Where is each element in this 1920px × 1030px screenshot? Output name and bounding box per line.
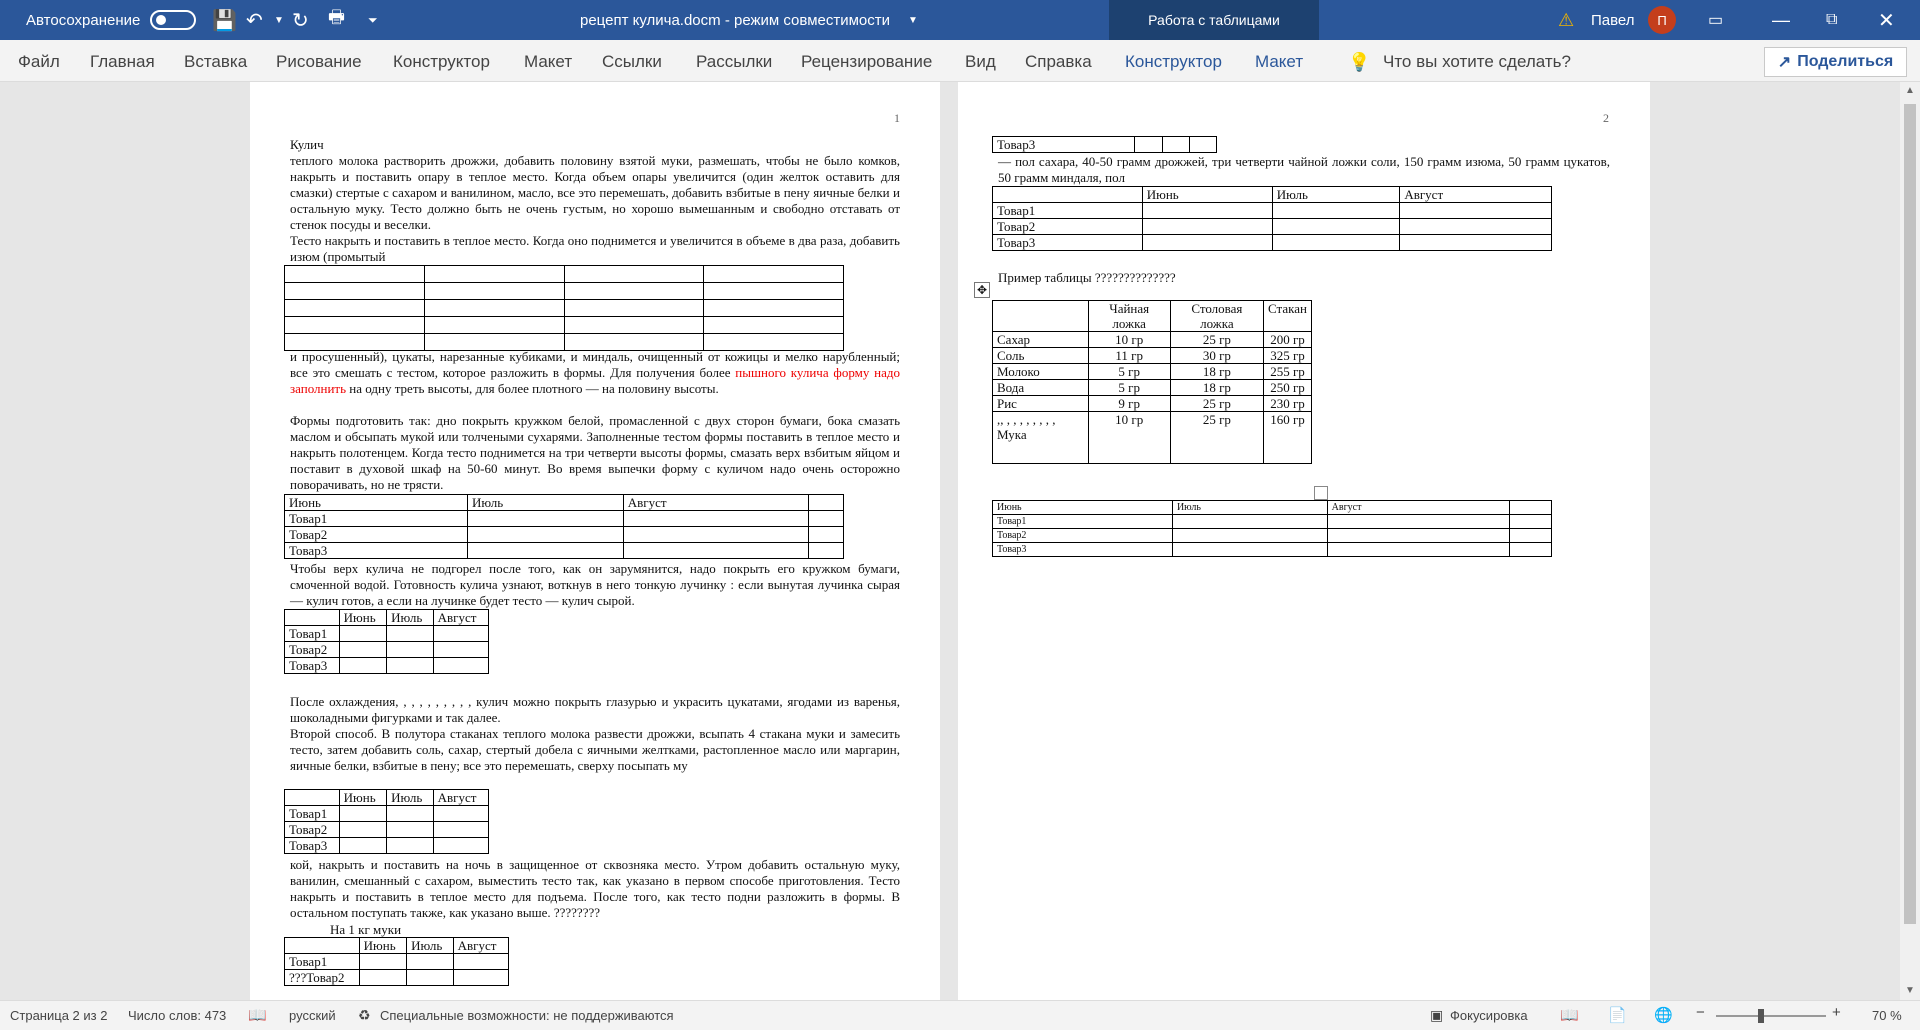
table-cell[interactable] (1172, 529, 1327, 543)
table-row (993, 396, 1312, 412)
document-page-2[interactable] (958, 82, 1650, 1000)
minimize-icon[interactable]: — (1772, 9, 1790, 30)
table-cell[interactable]: 9 гр (1088, 396, 1170, 412)
empty-table[interactable] (284, 265, 844, 351)
tab-table-layout[interactable]: Макет (1255, 52, 1304, 71)
table-cell[interactable] (1509, 501, 1551, 515)
table-cell[interactable]: Соль (993, 348, 1089, 364)
tab-insert[interactable]: Вставка (184, 52, 248, 71)
table-row (285, 806, 489, 822)
scroll-down-icon[interactable]: ▼ (1905, 985, 1915, 996)
scroll-up-icon[interactable]: ▲ (1905, 85, 1915, 96)
table-cell[interactable] (1327, 529, 1509, 543)
table-cell[interactable] (1272, 219, 1400, 235)
table-cell[interactable]: Июль (387, 610, 434, 626)
table-cell[interactable] (387, 658, 434, 674)
document-page-1[interactable] (250, 82, 940, 1000)
table-cell[interactable]: Товар1 (285, 954, 360, 970)
table-row (285, 626, 489, 642)
table-cell[interactable]: Август (1400, 187, 1552, 203)
table-cell[interactable] (285, 938, 360, 954)
table-cell[interactable] (809, 495, 844, 511)
language[interactable]: русский (289, 1008, 336, 1023)
table-cell[interactable] (339, 838, 386, 854)
table-cell[interactable] (339, 658, 386, 674)
table-cell[interactable]: Товар3 (993, 137, 1135, 153)
table-cell[interactable] (1142, 235, 1272, 251)
table-cell[interactable] (407, 954, 454, 970)
avatar[interactable] (1648, 0, 1676, 40)
zoom-slider-thumb[interactable] (1758, 1009, 1764, 1023)
table-cell[interactable] (1162, 137, 1189, 153)
table-row (993, 332, 1312, 348)
warning-icon[interactable]: ⚠ (1558, 9, 1575, 30)
table-cell[interactable]: 250 гр (1264, 380, 1312, 396)
table-row (993, 301, 1312, 332)
title-bar (0, 0, 1920, 40)
table-cell[interactable] (339, 822, 386, 838)
table-row (285, 658, 489, 674)
table-cell[interactable]: Товар3 (993, 235, 1143, 251)
table-cell[interactable] (809, 511, 844, 527)
table-move-handle-icon[interactable]: ✥ (974, 282, 990, 298)
page-number: 2 (1603, 111, 1609, 125)
table-cell[interactable] (1142, 203, 1272, 219)
undo-dropdown-icon[interactable]: ▼ (274, 14, 284, 26)
tab-home[interactable]: Главная (90, 52, 155, 71)
table-cell[interactable] (453, 970, 508, 986)
status-bar (0, 1000, 1920, 1030)
table-row (993, 235, 1552, 251)
paragraph: теплого молока растворить дрожжи, добавить половину взятой муки, размешать, чтобы не было комков, накрыть и поставить опару в теплое место. Когда объем опары увеличится (один желток оставить для смазки) стертые с сахаром и ванилином, масло, все это перемешать, добавить взбитые в пену яичные белки и остальную муку. Тесто должно быть не очень густым, но хорошо вымешанным и свободно отставать от стенок посуды и веселки. (290, 153, 900, 232)
tab-draw[interactable]: Рисование (276, 52, 362, 71)
table-cell[interactable]: Товар1 (285, 806, 340, 822)
table-cell[interactable] (359, 970, 406, 986)
tab-layout[interactable]: Макет (524, 52, 573, 71)
table-cell[interactable] (433, 626, 488, 642)
autosave-toggle[interactable] (150, 0, 196, 40)
scroll-thumb[interactable] (1904, 104, 1916, 924)
table-row (285, 970, 509, 986)
paragraph: Чтобы верх кулича не подгорел после того, как он зарумянится, надо покрыть его кружком бумаги, смоченной водой. Готовность кулича узнают, воткнув в него тонкую лучинку : если вынутая лучинка сырая — кулич готов, а если на лучинке будет тесто — кулич сырой. (290, 561, 900, 608)
table-cell[interactable] (1142, 219, 1272, 235)
table-cell[interactable] (1172, 515, 1327, 529)
text-run: и просушенный), цукаты, нарезанные кубиками, и миндаль, очищенный от кожицы и мелко нарубленный; все это смешать с тестом, которое разложить в формы. Для получения более (290, 349, 900, 380)
heading: Кулич (290, 137, 324, 152)
table-cell[interactable]: Июль (1272, 187, 1400, 203)
share-button[interactable] (1764, 47, 1907, 77)
table-row (285, 495, 844, 511)
ribbon-tabs (0, 40, 1920, 82)
table-cell[interactable] (407, 970, 454, 986)
table-cell[interactable]: Рис (993, 396, 1089, 412)
table-row (285, 317, 844, 334)
table-cell[interactable]: Июль (407, 938, 454, 954)
paragraph: После охлаждения, , , , , , , , , , кулич можно покрыть глазурью и украсить цукатами, ягодами из варенья, шоколадными фигурками и так далее. (290, 694, 900, 725)
table-cell[interactable] (1272, 235, 1400, 251)
autosave-label: Автосохранение (26, 11, 141, 29)
tab-help[interactable]: Справка (1025, 52, 1092, 71)
table-row (993, 380, 1312, 396)
table-row (993, 529, 1552, 543)
paragraph: Второй способ. В полутора стаканах теплого молока развести дрожжи, всыпать 4 стакана муки и замесить тесто, затем добавить соль, сахар, стертый добела с яичными желтками, растопленное масло или маргарин, яичные белки, взбитые в пену; все это перемешать, сверху посыпать му (290, 726, 900, 773)
paragraph (290, 349, 900, 397)
table-cell[interactable]: Товар2 (285, 642, 340, 658)
table-cell[interactable] (623, 511, 808, 527)
table-cell[interactable] (993, 301, 1089, 332)
close-icon[interactable]: ✕ (1878, 9, 1895, 32)
table-cell[interactable] (1400, 203, 1552, 219)
tab-review[interactable]: Рецензирование (801, 52, 933, 71)
title-dropdown-icon[interactable]: ▼ (908, 14, 918, 26)
table-cell[interactable] (285, 790, 340, 806)
table-cell[interactable]: 10 гр (1088, 332, 1170, 348)
table-row (285, 610, 489, 626)
document-title[interactable]: рецепт кулича.docm - режим совместимости (580, 11, 891, 29)
table-cell[interactable]: Товар1 (285, 626, 340, 642)
table-cell[interactable] (1135, 137, 1162, 153)
table-cell[interactable] (1272, 203, 1400, 219)
accessibility-status[interactable]: Специальные возможности: не поддерживаются (380, 1008, 674, 1023)
table-cell[interactable]: Июль (387, 790, 434, 806)
paragraph: Тесто накрыть и поставить в теплое место. Когда оно поднимется и увеличится в объеме в два раза, добавить изюм (промытый (290, 233, 900, 264)
table-row (285, 954, 509, 970)
paragraph: — пол сахара, 40-50 грамм дрожжей, три четверти чайной ложки соли, 150 грамм изюма, 50 грамм цукатов, 50 грамм миндаля, пол (998, 154, 1610, 185)
table-cell[interactable] (1327, 515, 1509, 529)
table-row (285, 283, 844, 300)
tab-table-design[interactable]: Конструктор (1125, 52, 1222, 71)
table-cell[interactable]: Июнь (339, 610, 386, 626)
zoom-out-icon[interactable]: − (1696, 1004, 1705, 1021)
table-cell[interactable]: Товар2 (285, 527, 468, 543)
table-cell[interactable]: 5 гр (1088, 364, 1170, 380)
table-cell[interactable]: Товар3 (285, 658, 340, 674)
table-cell[interactable]: 25 гр (1170, 332, 1263, 348)
table-cell[interactable] (809, 543, 844, 559)
table-cell[interactable] (359, 954, 406, 970)
table-cell[interactable]: 200 гр (1264, 332, 1312, 348)
table-cell[interactable]: 5 гр (1088, 380, 1170, 396)
table-cell[interactable] (1509, 529, 1551, 543)
table-row (993, 203, 1552, 219)
table-cell[interactable]: Товар2 (993, 219, 1143, 235)
table-row (285, 266, 844, 283)
table-cell[interactable] (1509, 515, 1551, 529)
table-cell[interactable] (433, 838, 488, 854)
table-row (285, 838, 489, 854)
word-count[interactable]: Число слов: 473 (128, 1008, 227, 1023)
undo-icon[interactable]: ↶ (246, 9, 263, 32)
table-row (285, 543, 844, 559)
share-label: Поделиться (1797, 53, 1894, 70)
table-cell[interactable]: Июнь (359, 938, 406, 954)
table-row (993, 187, 1552, 203)
table-cell[interactable] (433, 658, 488, 674)
table-cell[interactable] (1509, 543, 1551, 557)
table-cell[interactable]: 11 гр (1088, 348, 1170, 364)
table-cell[interactable] (339, 806, 386, 822)
tell-me-search[interactable]: Что вы хотите сделать? (1383, 52, 1571, 71)
table-cell[interactable] (339, 626, 386, 642)
table-cell[interactable] (433, 642, 488, 658)
months-table-3[interactable] (284, 789, 489, 854)
table-cell[interactable] (623, 543, 808, 559)
table-cell[interactable]: Июль (1172, 501, 1327, 515)
table-row (993, 412, 1312, 464)
table-row (993, 543, 1552, 557)
table-row (285, 527, 844, 543)
red-text-run: пышного кулича форму надо заполнить (290, 365, 900, 396)
table-cell[interactable]: 325 гр (1264, 348, 1312, 364)
table-cell[interactable]: Товар3 (285, 838, 340, 854)
table-cell[interactable] (387, 838, 434, 854)
table-cell[interactable]: 18 гр (1170, 364, 1263, 380)
table-cell[interactable]: 18 гр (1170, 380, 1263, 396)
focus-mode[interactable]: Фокусировка (1450, 1008, 1528, 1023)
table-cell[interactable]: Август (453, 938, 508, 954)
table-cell[interactable] (285, 610, 340, 626)
months-table-2[interactable] (284, 609, 489, 674)
zoom-in-icon[interactable]: + (1832, 1004, 1841, 1021)
months-table-4[interactable] (284, 937, 509, 986)
table-cell[interactable] (467, 543, 623, 559)
table-cell[interactable]: Товар1 (993, 515, 1173, 529)
accessibility-icon[interactable]: ♻ (358, 1007, 371, 1023)
table-cell[interactable] (1400, 235, 1552, 251)
table-cell[interactable] (433, 822, 488, 838)
table-cell[interactable] (387, 642, 434, 658)
table-cell[interactable] (467, 511, 623, 527)
table-cell[interactable]: Август (433, 610, 488, 626)
ribbon-display-icon[interactable]: ▭ (1708, 12, 1724, 29)
table-row (993, 219, 1552, 235)
zoom-level[interactable]: 70 % (1872, 1008, 1902, 1023)
tab-design[interactable]: Конструктор (393, 52, 490, 71)
tab-references[interactable]: Ссылки (602, 52, 662, 71)
table-row (285, 938, 509, 954)
months-table-small[interactable] (992, 500, 1552, 557)
tab-file[interactable]: Файл (18, 52, 60, 71)
table-cell[interactable]: 25 гр (1170, 412, 1263, 464)
measures-table[interactable] (992, 300, 1312, 464)
restore-icon[interactable]: ⧉ (1826, 11, 1838, 28)
table-row (285, 790, 489, 806)
table-row (993, 501, 1552, 515)
table-cell[interactable] (387, 806, 434, 822)
user-name[interactable]: Павел (1591, 11, 1635, 29)
text-run: на одну треть высоты, для более плотного — на половину высоты. (346, 381, 719, 396)
table-cell[interactable]: Июль (467, 495, 623, 511)
customize-toolbar-icon[interactable]: ⏷ (368, 12, 378, 27)
read-mode-icon[interactable]: 📖 (1560, 1007, 1579, 1024)
table-resize-handle[interactable] (1314, 486, 1328, 500)
table-cell[interactable] (1172, 543, 1327, 557)
table-cell[interactable] (1400, 219, 1552, 235)
page-number: 1 (894, 111, 900, 125)
table-cell[interactable]: ,, , , , , , , , , Мука (993, 412, 1089, 464)
table-row (993, 364, 1312, 380)
table-cell[interactable] (1189, 137, 1216, 153)
table-cell[interactable]: Товар2 (285, 822, 340, 838)
table-cell[interactable]: Июнь (285, 495, 468, 511)
table-cell[interactable]: Стакан (1264, 301, 1312, 332)
table-cell[interactable]: Август (623, 495, 808, 511)
table-cell[interactable]: 160 гр (1264, 412, 1312, 464)
months-table-1[interactable] (284, 494, 844, 559)
table-cell[interactable]: ???Товар2 (285, 970, 360, 986)
table-row (285, 642, 489, 658)
avatar-letter: П (1648, 6, 1676, 34)
table-cell[interactable]: Товар3 (285, 543, 468, 559)
table-cell[interactable]: Товар2 (993, 529, 1173, 543)
table-cell[interactable]: Сахар (993, 332, 1089, 348)
table-caption: Пример таблицы ?????????????? (998, 270, 1176, 285)
context-tab-table-tools: Работа с таблицами (1109, 0, 1319, 40)
lightbulb-icon: 💡 (1348, 52, 1371, 72)
table-cell[interactable]: Чайная ложка (1088, 301, 1170, 332)
tab-mailings[interactable]: Рассылки (696, 52, 773, 71)
share-icon: ↗ (1777, 54, 1792, 71)
paragraph: кой, накрыть и поставить на ночь в защищенное от сквозняка место. Утром добавить остальную муку, ванилин, смешанный с сахаром, выместить тесто так, как указано в первом способе приготовления. Тесто накрыть и поставить в теплое место для подъема. После того, как тесто подни разложить в формы. В остальном поступать также, как указано выше. ???????? (290, 857, 900, 920)
table-cell[interactable]: Июнь (339, 790, 386, 806)
redo-icon[interactable]: ↻ (292, 9, 309, 32)
table-cell[interactable] (387, 626, 434, 642)
table-cell[interactable]: Август (433, 790, 488, 806)
table-cell[interactable]: Товар1 (285, 511, 468, 527)
page-count[interactable]: Страница 2 из 2 (10, 1008, 108, 1023)
proofing-icon[interactable]: 📖 (248, 1007, 267, 1024)
table-cell[interactable]: Июнь (1142, 187, 1272, 203)
table-cell[interactable]: Июнь (993, 501, 1173, 515)
table-cell[interactable]: 230 гр (1264, 396, 1312, 412)
table-cell[interactable]: Август (1327, 501, 1509, 515)
paragraph: Формы подготовить так: дно покрыть кружком белой, промасленной с двух сторон бумаги, бока смазать маслом и обсыпать мукой или толчеными сухарями. Заполненные тестом формы поставить в теплое место и накрыть полотенцем. Когда тесто поднимется на три четверти высоты формы, смазать верх взбитым яйцом и поставит в духовой шкаф на 50-60 минут. Во время выпечки форму с куличом надо очень осторожно поворачивать, но не трясти. (290, 413, 900, 492)
table-row (285, 334, 844, 351)
table-cell[interactable]: Молоко (993, 364, 1089, 380)
table-cell[interactable] (623, 527, 808, 543)
vertical-scrollbar[interactable] (1900, 82, 1920, 1000)
table-cell[interactable]: 25 гр (1170, 396, 1263, 412)
table-cell[interactable] (387, 822, 434, 838)
paragraph: На 1 кг муки (330, 922, 402, 937)
save-icon[interactable]: 💾 (212, 9, 237, 32)
tab-view[interactable]: Вид (965, 52, 996, 71)
table-cell[interactable]: 10 гр (1088, 412, 1170, 464)
table-cell[interactable]: Вода (993, 380, 1089, 396)
table-cell[interactable] (993, 187, 1143, 203)
table-cell[interactable] (1327, 543, 1509, 557)
zoom-slider[interactable] (1716, 1015, 1826, 1017)
table-row (993, 137, 1217, 153)
table-cell[interactable]: 255 гр (1264, 364, 1312, 380)
table-cell[interactable] (453, 954, 508, 970)
table-cell[interactable]: Столовая ложка (1170, 301, 1263, 332)
table-cell[interactable] (339, 642, 386, 658)
continued-table[interactable] (992, 136, 1217, 153)
table-row (993, 348, 1312, 364)
table-cell[interactable]: Товар3 (993, 543, 1173, 557)
table-row (285, 511, 844, 527)
table-cell[interactable]: 30 гр (1170, 348, 1263, 364)
focus-icon[interactable]: ▣ (1430, 1007, 1444, 1023)
print-preview-icon[interactable]: 🖶 (328, 7, 345, 27)
table-cell[interactable]: Товар1 (993, 203, 1143, 219)
table-cell[interactable] (809, 527, 844, 543)
print-layout-icon[interactable]: 📄 (1608, 1007, 1627, 1024)
web-layout-icon[interactable]: 🌐 (1654, 1007, 1673, 1024)
months-table-5[interactable] (992, 186, 1552, 251)
table-row (285, 822, 489, 838)
table-cell[interactable] (467, 527, 623, 543)
table-row (285, 300, 844, 317)
table-row (993, 515, 1552, 529)
table-cell[interactable] (433, 806, 488, 822)
